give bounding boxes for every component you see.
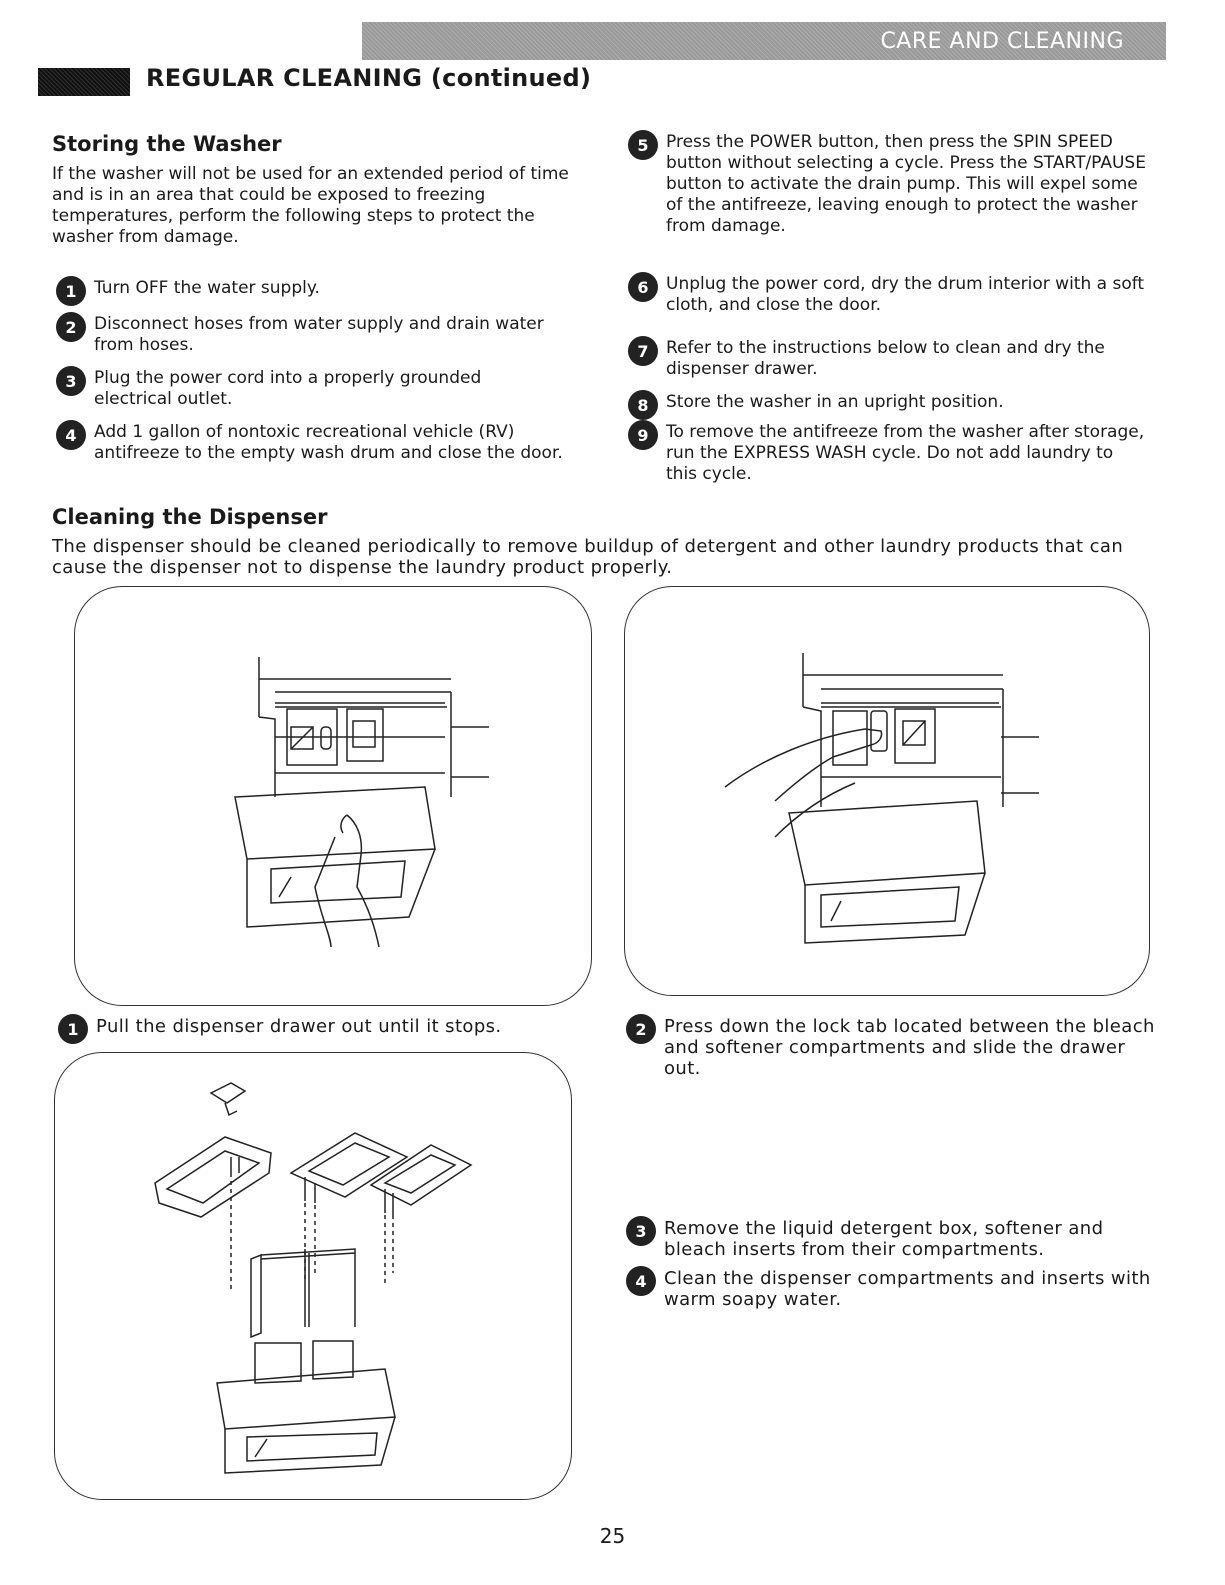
step-text: Press down the lock tab located between the bleach and softener compartments and slide the drawer out. bbox=[664, 1016, 1155, 1079]
step-text: Press the POWER button, then press the SPIN SPEED button without selecting a cycle. Press the START/PAUSE button to activate the drain pump. This will expel some of the antifreeze, leaving enough to protect the washer from damage. bbox=[666, 132, 1146, 236]
step-text: Clean the dispenser compartments and inserts with warm soapy water. bbox=[664, 1268, 1151, 1310]
step-number-badge: 3 bbox=[626, 1216, 656, 1246]
storing-step-9 bbox=[628, 420, 1148, 485]
cleaning-intro: The dispenser should be cleaned periodically to remove buildup of detergent and other laundry products that can cause the dispenser not to dispense the laundry product properly. bbox=[52, 536, 1124, 578]
section-banner bbox=[362, 22, 1166, 60]
step-text: Store the washer in an upright position. bbox=[666, 392, 1004, 412]
step-number-badge: 8 bbox=[628, 390, 658, 420]
figure-remove-inserts bbox=[54, 1052, 572, 1500]
cleaning-step-2 bbox=[626, 1014, 1156, 1079]
page-number: 25 bbox=[599, 1524, 626, 1548]
step-number-badge: 1 bbox=[56, 276, 86, 306]
storing-step-2 bbox=[56, 312, 556, 356]
cleaning-step-1 bbox=[58, 1014, 578, 1044]
lock-tab-illustration bbox=[625, 587, 1149, 995]
step-text: Remove the liquid detergent box, softener and bleach inserts from their compartments. bbox=[664, 1218, 1104, 1260]
storing-heading: Storing the Washer bbox=[52, 132, 282, 156]
step-text: Unplug the power cord, dry the drum interior with a soft cloth, and close the door. bbox=[666, 274, 1145, 315]
step-text: To remove the antifreeze from the washer after storage, run the EXPRESS WASH cycle. Do not add laundry to this cycle. bbox=[666, 422, 1145, 484]
step-number-badge: 7 bbox=[628, 336, 658, 366]
cleaning-step-3 bbox=[626, 1216, 1156, 1260]
cleaning-step-4 bbox=[626, 1266, 1156, 1310]
storing-intro: If the washer will not be used for an extended period of time and is in an area that could be exposed to freezing temperatures, perform the following steps to protect the washer from damage. bbox=[52, 164, 569, 247]
step-text: Add 1 gallon of nontoxic recreational vehicle (RV) antifreeze to the empty wash drum and close the door. bbox=[94, 422, 563, 463]
figure-pull-drawer bbox=[74, 586, 592, 1006]
step-text: Pull the dispenser drawer out until it stops. bbox=[96, 1016, 502, 1037]
figure-lock-tab bbox=[624, 586, 1150, 996]
section-title: REGULAR CLEANING (continued) bbox=[146, 64, 592, 92]
storing-step-8 bbox=[628, 390, 1128, 420]
storing-step-6 bbox=[628, 272, 1148, 316]
step-number-badge: 2 bbox=[56, 312, 86, 342]
step-number-badge: 4 bbox=[56, 420, 86, 450]
step-number-badge: 3 bbox=[56, 366, 86, 396]
step-text: Turn OFF the water supply. bbox=[94, 278, 320, 298]
section-marker bbox=[38, 68, 130, 96]
storing-step-3 bbox=[56, 366, 516, 410]
step-number-badge: 1 bbox=[58, 1014, 88, 1044]
step-number-badge: 4 bbox=[626, 1266, 656, 1296]
step-text: Refer to the instructions below to clean and dry the dispenser drawer. bbox=[666, 338, 1105, 379]
storing-step-4 bbox=[56, 420, 576, 464]
step-text: Disconnect hoses from water supply and drain water from hoses. bbox=[94, 314, 544, 355]
inserts-exploded-illustration bbox=[55, 1053, 571, 1499]
drawer-pull-illustration bbox=[75, 587, 591, 1005]
step-number-badge: 5 bbox=[628, 130, 658, 160]
storing-step-1 bbox=[56, 276, 576, 306]
storing-step-5 bbox=[628, 130, 1148, 237]
step-text: Plug the power cord into a properly grounded electrical outlet. bbox=[94, 368, 482, 409]
step-number-badge: 2 bbox=[626, 1014, 656, 1044]
cleaning-heading: Cleaning the Dispenser bbox=[52, 505, 328, 529]
storing-step-7 bbox=[628, 336, 1128, 380]
step-number-badge: 6 bbox=[628, 272, 658, 302]
step-number-badge: 9 bbox=[628, 420, 658, 450]
banner-title: CARE AND CLEANING bbox=[880, 28, 1124, 54]
